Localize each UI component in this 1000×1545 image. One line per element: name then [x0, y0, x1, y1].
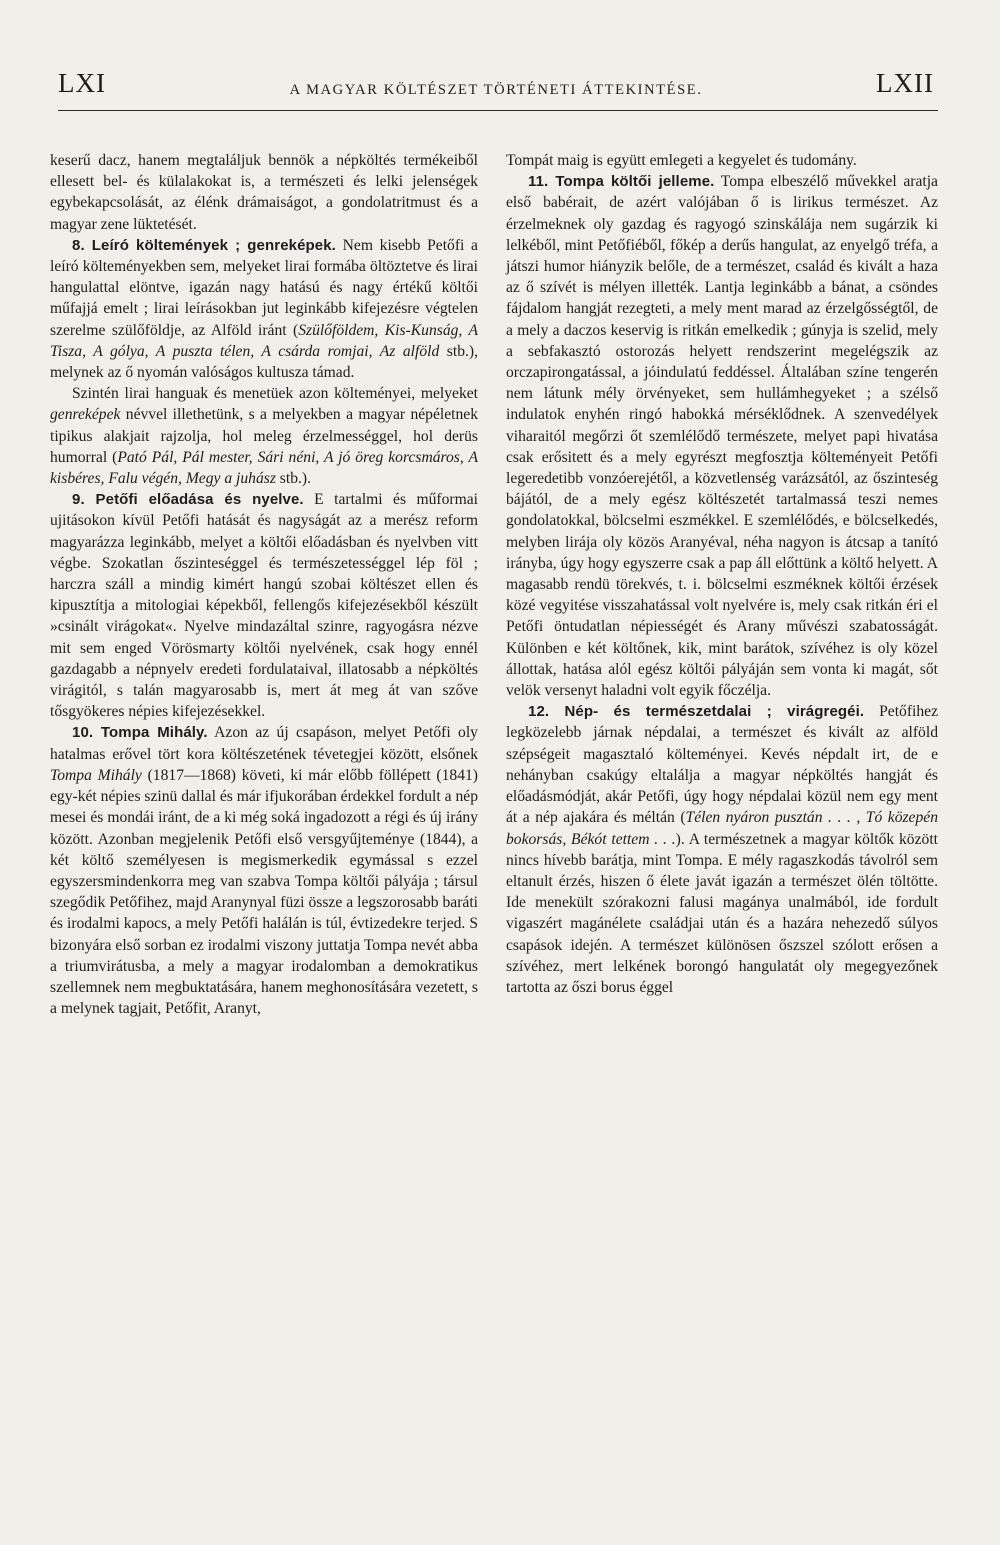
section-11-text: Tompa elbeszélő művekkel aratja első babérait, de azért valójában ő is lirikus természet. Az érzelmeknek oly gazdag és ragyogó szinskálája nem sugárzik ki lelkéből, mint Petőfiéből, főkép a derűs hangulat, az enyelgő tréfa, a játszi humor hiányzik belőle, de a természet, család és kivált a haza az ő szívét is mélyen illették. Lantja leginkább a bánat, a csöndes fájdalom hangját rezegteti, a mely ment marad az érzelgősségtől, de a mely a daczos keservig is ritkán emelkedik ; gúnyja is szelid, mely a sebfakasztó ostorozás helyett rendszerint megelégszik az orczapirongatással, a jóindulatú feddéssel. Általában színe tengerén nem látunk mély örvényeket, sem hullámhegyeket ; a szélső indulatok enyhén ringó habokká mérséklődnek. A szenvedélyek viharaitól megőrzi őt szemlélődő természete, melyet papi hivatása csak erősitett és a mely egyrészt megfosztja költeményeit Petőfi legeredetibb vonzóerejétől, a közvetlenség varázsától, az őszinteség bájától, de a mely egész költészetét tartalmassá teszi nemes gondolatokkal, bölcselmi eszmékkel. E szemlélődés, e bölcselkedés, melyben lirája oly közös Aranyéval, néha nagyon is átcsap a tanító irányba, úgy hogy egyszerre csak a pap áll előttünk a költő helyett. A magasabb rendü törekvés, t. i. bölcselmi eszméknek költői érzések közé vegyitése visszahatással volt nyelvére is, mely csak ritkán éri el Petőfi öntudatlan népiességét és Arany művészi szabatosságát. Különben e két költőnek, kik, mint barátok, szívéhez is oly közel állottak, hatása alól egész költői pályáján sem vonta ki magát, sőt velök versenyt haladni volt egyik főczélja.: [506, 173, 938, 700]
section-8: [50, 235, 478, 383]
section-8-text-1: Nem kisebb Petőfi a leíró költeményekben sem, melyeket lirai formába öltöztetve és lirai hangulattal elöntve, igazán nagy hatású és nagy értékű költői műfajjá emelt ; lirai leírásokban jut leginkább kifejezésre végtelen szerelme szülőföldje, az Alföld iránt (: [50, 236, 478, 339]
paragraph-genrekepek: [50, 383, 478, 489]
page-header: [58, 68, 934, 108]
section-10-text-1: Azon az új csapáson, melyet Petőfi oly hatalmas erővel tört kora költészetének tévetegjei között, elsőnek: [50, 724, 478, 763]
paragraph-continuation: keserű dacz, hanem megtaláljuk bennök a népköltés termékeiből ellesett bel- és külalakokat is, a természeti és lelki jelenségek egybekapcsolását, az élénk drámaiságot, a gondolatritmust és a magyar zene lüktetését.: [50, 152, 478, 233]
running-title: A MAGYAR KÖLTÉSZET TÖRTÉNETI ÁTTEKINTÉSE.: [289, 82, 703, 98]
section-10: [50, 722, 478, 1019]
section-12-text-1: Petőfihez legközelebb járnak népdalai, a természet és kivált az alföld szépségeit magasztaló költeményei. Kevés népdalt irt, de e nehányban csakúgy eltalálja a magyar népköltés hangját és előadásmódját, akár Petőfi, úgy hogy népdalai közül nem egy ment át a nép ajakára és méltán (: [506, 703, 938, 827]
header-rule: [58, 110, 938, 111]
section-12-titles: Télen nyáron pusztán . . . , Tó közepén bokorsás, Békót tettem . . .: [506, 809, 938, 848]
paragraph-continuation-right: Tompát maig is együtt emlegeti a kegyelet és tudomány.: [506, 152, 857, 169]
genre-text-2: névvel illethetünk, s a melyekben a magyar népéletnek tipikus alakjait rajzolja, hol meleg érzelmességgel, hol derüs humorral (: [50, 406, 478, 466]
section-11-heading: 11. Tompa költői jelleme.: [528, 173, 715, 191]
section-10-text-2: (1817—1868) követi, ki már előbb föllépett (1841) egy-két népies szinü dallal és már ifjukorában érdekkel fordult a nép mesei és mondái iránt, de a ki még soká ingadozott a régi és új irány között. Azonban megjelenik Petőfi első versgyűjteménye (1844), a két költő személyesen is megismerkedik egymással s ezzel egyszersmindenkorra meg van szabva Tompa költői pályája ; társul szegődik Petőfihez, majd Aranynyal füzi össze a legszorosabb baráti és irodalmi kapocs, a mely Petőfi halálán is túl, évtizedekre terjed. S bizonyára első sorban ez irodalmi viszony juttatja Tompa nevét abba a triumvirátusba, a mely a magyar irodalomban a demokratikus szellemnek nem megbuktatására, hanem meghonosítására vezetett, s a melynek tagjait, Petőfit, Aranyt,: [50, 766, 478, 1018]
left-column: [50, 150, 478, 1019]
section-9: [50, 489, 478, 722]
section-8-heading: 8. Leíró költemények ; genreképek.: [72, 236, 336, 254]
page-number-right: LXII: [876, 68, 934, 98]
genre-text-1: Szintén lirai hanguak és menetüek azon költeményei, melyeket: [72, 385, 478, 403]
section-8-text-2: stb.), melynek az ő nyomán valóságos kultusza támad.: [50, 342, 478, 382]
section-9-heading: 9. Petőfi előadása és nyelve.: [72, 491, 304, 509]
section-8-titles: Szülőföldem, Kis-Kunság, A Tisza, A gólya, A puszta télen, A csárda romjai, Az alföld: [50, 321, 478, 360]
genre-text-3: stb.).: [275, 470, 311, 488]
section-12-heading: 12. Nép- és természetdalai ; virágregéi.: [528, 703, 865, 721]
section-11: [506, 171, 938, 701]
section-12: [506, 701, 938, 998]
right-column: [506, 150, 938, 998]
genre-term: genreképek: [50, 406, 121, 424]
section-10-name: Tompa Mihály: [50, 766, 142, 784]
page-number-left: LXI: [58, 68, 106, 98]
genre-titles: Pató Pál, Pál mester, Sári néni, A jó öreg korcsmáros, A kisbéres, Falu végén, Megy a juhász: [50, 448, 478, 488]
section-9-text: E tartalmi és műformai ujitásokon kívül Petőfi hatását és nagyságát az a merész reform magyarázza leginkább, melyet a költői előadásban és nyelvben vitt végbe. Szokatlan őszinteséggel és természetességgel lép föl ; harczra száll a mindig kimért hangú szobai költészet ellen és kipusztítja a mitologiai képekből, fellengős kifejezésekből készült »csinált virágokat«. Nyelve mindazáltal szinre, ragyogásra nézve mit sem enged Vörösmarty költői nyelvének, csak hogy ennél gazdagabb a népnyelv eredeti fordulataival, illatosabb a népköltés virágitól, s talán magyarosabb is, mert át meg át van szőve tősgyökeres népies kifejezésekkel.: [50, 491, 478, 721]
section-12-text-2: ). A természetnek a magyar költők között nincs hívebb barátja, mint Tompa. E mély ragaszkodás távolról sem eltanult érzés, hiszen ő élete javát igazán a természet ölén töltötte. Ide menekült szórakozni falusi magánya unalmából, ide fordult vigaszért magánélete családjai után és a hazára nehezedő súlyos csapások idején. A természet különösen őszszel szólott erősen a szívéhez, mert lelkének borongó hangulatát oly megegyezőnek tartotta az őszi borus éggel: [506, 830, 938, 996]
section-10-heading: 10. Tompa Mihály.: [72, 724, 208, 742]
